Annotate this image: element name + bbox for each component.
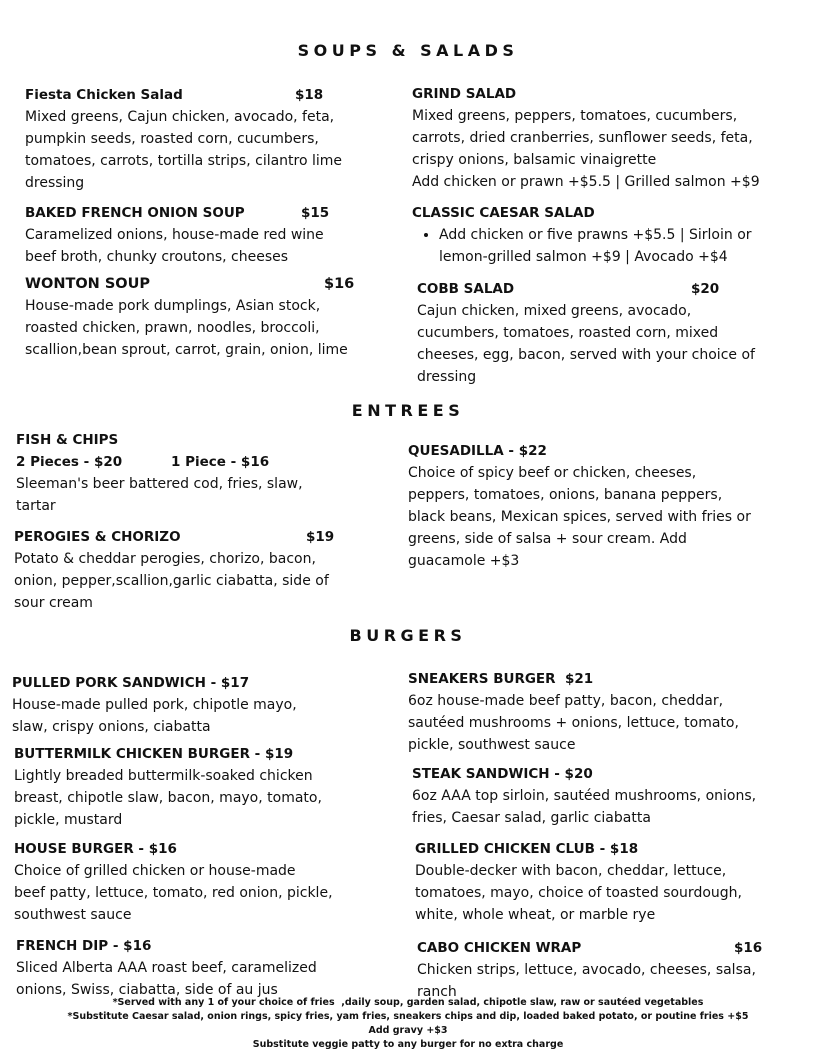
item-price: $18: [295, 87, 324, 103]
item-name: WONTON SOUP $16: [25, 273, 400, 295]
item-name: SNEAKERS BURGER $21: [408, 671, 594, 687]
item-price-options: [16, 451, 386, 473]
footer-note-gravy: Add gravy +$3: [368, 1025, 448, 1036]
menu-item-wonton-soup: [25, 273, 400, 361]
item-description: Lightly breaded buttermilk-soaked chicken breast, chipotle slaw, bacon, mayo, tomato, pickle, mustard: [14, 768, 322, 828]
menu-item-sneakers-burger: [408, 668, 808, 756]
item-name: BAKED FRENCH ONION SOUP $15: [25, 202, 395, 224]
item-description: Mixed greens, Cajun chicken, avocado, feta, pumpkin seeds, roasted corn, cucumbers, tomatoes, carrots, tortilla strips, cilantro lime dressing: [25, 109, 343, 191]
item-name: PULLED PORK SANDWICH - $17: [12, 675, 250, 691]
menu-item-fish-and-chips: [16, 429, 386, 517]
menu-item-cobb-salad: [417, 278, 807, 388]
item-price: $15: [301, 205, 330, 221]
section-title-entrees: ENTREES: [351, 401, 465, 420]
item-description: House-made pulled pork, chipotle mayo, slaw, crispy onions, ciabatta: [12, 697, 297, 735]
item-name: PEROGIES & CHORIZO $19: [14, 526, 389, 548]
menu-item-french-dip: [16, 935, 391, 1001]
item-description: Cajun chicken, mixed greens, avocado, cucumbers, tomatoes, roasted corn, mixed cheeses, egg, bacon, served with your choice of dressing: [417, 303, 755, 385]
item-description: House-made pork dumplings, Asian stock, roasted chicken, prawn, noodles, broccoli, scallion,bean sprout, carrot, grain, onion, lime: [25, 298, 348, 358]
footer-note-veggie-patty: Substitute veggie patty to any burger for no extra charge: [252, 1039, 564, 1050]
price-option-two-pieces: 2 Pieces - $20: [16, 454, 123, 470]
item-name: CABO CHICKEN WRAP $16: [417, 937, 808, 959]
menu-item-cabo-chicken-wrap: [417, 937, 808, 1003]
item-description: Sleeman's beer battered cod, fries, slaw, tartar: [16, 476, 303, 514]
menu-item-fiesta-chicken-salad: [25, 84, 395, 194]
item-name: GRIND SALAD: [412, 86, 517, 102]
menu-item-perogies-and-chorizo: [14, 526, 389, 614]
item-price: $19: [306, 529, 335, 545]
menu-item-house-burger: [14, 838, 389, 926]
item-description: 6oz house-made beef patty, bacon, cheddar, sautéed mushrooms + onions, lettuce, tomato, pickle, southwest sauce: [408, 693, 739, 753]
item-description: Double-decker with bacon, cheddar, lettuce, tomatoes, mayo, choice of toasted sourdough, white, whole wheat, or marble rye: [415, 863, 742, 923]
menu-item-steak-sandwich: [412, 763, 808, 829]
menu-item-classic-caesar-salad: [412, 202, 807, 268]
item-price: $20: [691, 281, 720, 297]
menu-item-pulled-pork-sandwich: [12, 672, 387, 738]
item-description: 6oz AAA top sirloin, sautéed mushrooms, onions, fries, Caesar salad, garlic ciabatta: [412, 788, 757, 826]
item-description: Chicken strips, lettuce, avocado, cheeses, salsa, ranch: [417, 962, 756, 1000]
item-name: FRENCH DIP - $16: [16, 938, 152, 954]
item-description: Choice of grilled chicken or house-made beef patty, lettuce, tomato, red onion, pickle, southwest sauce: [14, 863, 333, 923]
item-description: Choice of spicy beef or chicken, cheeses, peppers, tomatoes, onions, banana peppers, black beans, Mexican spices, served with fries or greens, side of salsa + sour cream. Add guacamole +$3: [408, 465, 751, 569]
item-description: Potato & cheddar perogies, chorizo, bacon, onion, pepper,scallion,garlic ciabatta, side of sour cream: [14, 551, 329, 611]
item-name: Fiesta Chicken Salad $18: [25, 84, 395, 106]
item-name: QUESADILLA - $22: [408, 443, 547, 459]
list-item: • Add chicken or five prawns +$5.5 | Sirloin or lemon-grilled salmon +$9 | Avocado +$4: [439, 224, 807, 268]
item-name: GRILLED CHICKEN CLUB - $18: [415, 841, 639, 857]
section-title-burgers: BURGERS: [349, 626, 467, 645]
item-description: Mixed greens, peppers, tomatoes, cucumbers, carrots, dried cranberries, sunflower seeds, feta, crispy onions, balsamic vinaigrette Add chicken or prawn +$5.5 | Grilled salmon +$9: [412, 108, 760, 190]
item-description: Caramelized onions, house-made red wine beef broth, chunky croutons, cheeses: [25, 227, 324, 265]
item-price: $16: [324, 276, 355, 292]
footer-note-sides: *Served with any 1 of your choice of fries ,daily soup, garden salad, chipotle slaw, raw or sautéed vegetables: [112, 997, 704, 1008]
menu-item-buttermilk-chicken-burger: [14, 743, 389, 831]
price-option-one-piece: 1 Piece - $16: [171, 454, 270, 470]
footer-note-substitutions: *Substitute Caesar salad, onion rings, spicy fries, yam fries, sneakers chips and dip, loaded baked potato, or poutine fries +$5: [67, 1011, 749, 1022]
menu-item-grilled-chicken-club: [415, 838, 808, 926]
footer-notes: [0, 996, 816, 1052]
menu-item-quesadilla: [408, 440, 808, 572]
item-name: COBB SALAD $20: [417, 278, 807, 300]
item-name: HOUSE BURGER - $16: [14, 841, 177, 857]
menu-item-baked-french-onion-soup: [25, 202, 395, 268]
item-description: Sliced Alberta AAA roast beef, caramelized onions, Swiss, ciabatta, side of au jus: [16, 960, 317, 998]
item-name: STEAK SANDWICH - $20: [412, 766, 593, 782]
item-name: FISH & CHIPS: [16, 432, 119, 448]
item-price: $16: [734, 940, 763, 956]
section-title-soups-salads: SOUPS & SALADS: [297, 41, 519, 60]
item-name: CLASSIC CAESAR SALAD: [412, 205, 595, 221]
menu-item-grind-salad: [412, 83, 807, 193]
item-name: BUTTERMILK CHICKEN BURGER - $19: [14, 746, 294, 762]
item-options-list: [412, 224, 807, 268]
